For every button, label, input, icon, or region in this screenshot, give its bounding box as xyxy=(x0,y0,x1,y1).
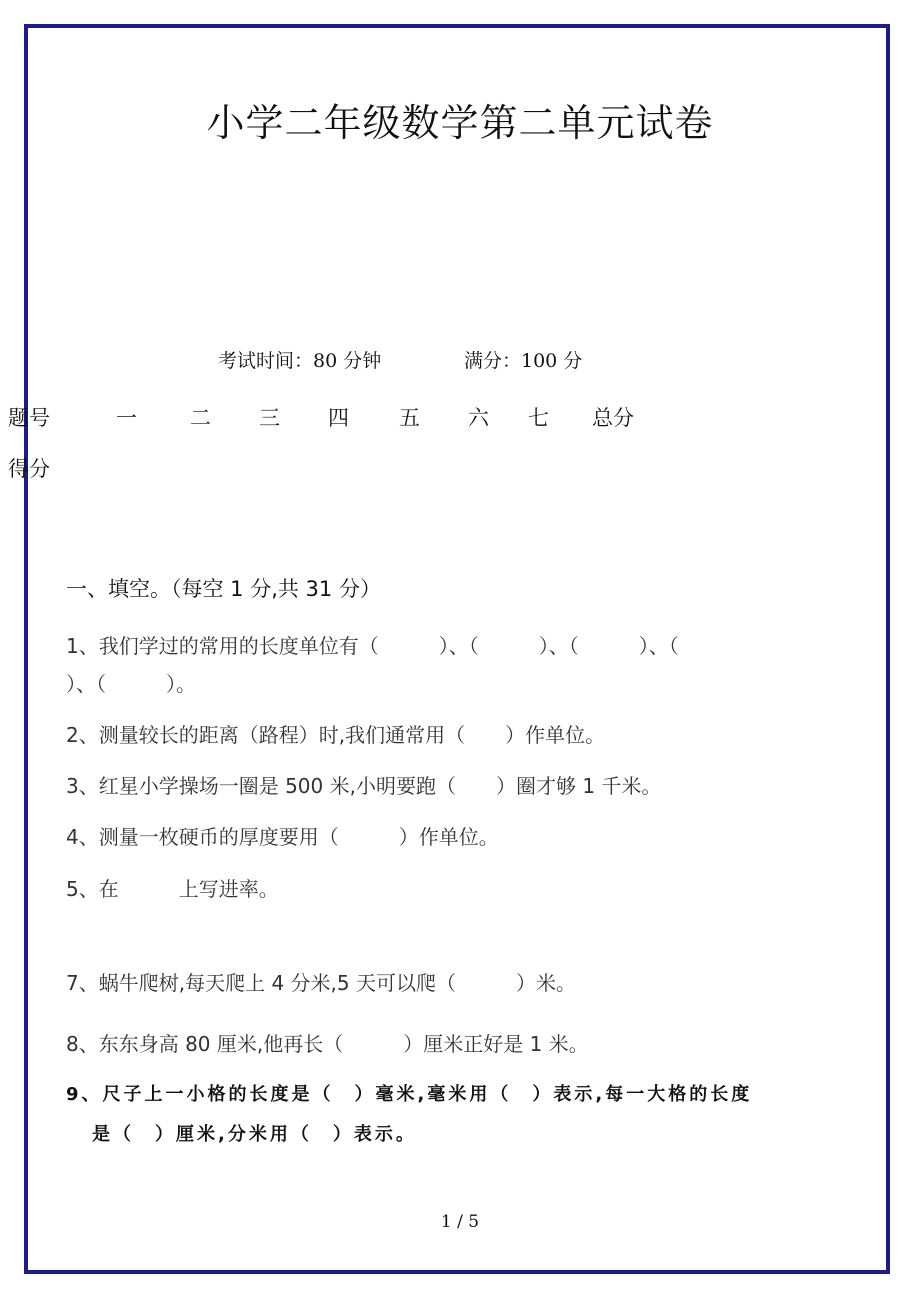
score-col-7: 七 xyxy=(528,406,549,430)
page-title: 小学二年级数学第二单元试卷 xyxy=(206,101,714,145)
question-9-line-1: 9、尺子上一小格的长度是（ ）毫米,毫米用（ ）表示,每一大格的长度 xyxy=(66,1084,753,1105)
question-3: 3、红星小学操场一圈是 500 米,小明要跑（ ）圈才够 1 千米。 xyxy=(66,774,662,798)
score-table-header-label: 题号 xyxy=(8,406,50,430)
question-7: 7、蜗牛爬树,每天爬上 4 分米,5 天可以爬（ ）米。 xyxy=(66,971,576,995)
score-col-6: 六 xyxy=(468,406,489,430)
question-9-line-2: 是（ ）厘米,分米用（ ）表示。 xyxy=(92,1124,417,1145)
score-col-3: 三 xyxy=(259,406,280,430)
score-col-5: 五 xyxy=(399,406,420,430)
score-table-row-label: 得分 xyxy=(8,457,50,481)
section-heading: 一、填空。（每空 1 分,共 31 分） xyxy=(66,577,381,601)
full-score: 满分：100 分 xyxy=(464,350,583,372)
score-col-4: 四 xyxy=(328,406,349,430)
question-8: 8、东东身高 80 厘米,他再长（ ）厘米正好是 1 米。 xyxy=(66,1032,589,1056)
score-col-2: 二 xyxy=(190,406,211,430)
score-col-1: 一 xyxy=(116,406,137,430)
question-2: 2、测量较长的距离（路程）时,我们通常用（ ）作单位。 xyxy=(66,723,606,747)
score-col-total: 总分 xyxy=(592,406,634,430)
question-4: 4、测量一枚硬币的厚度要用（ ）作单位。 xyxy=(66,825,499,849)
question-1-line-1: 1、我们学过的常用的长度单位有（ ）、（ ）、（ ）、（ xyxy=(66,634,679,658)
exam-time: 考试时间：80 分钟 xyxy=(218,350,382,372)
page-number: 1 / 5 xyxy=(440,1212,480,1232)
question-5: 5、在 上写进率。 xyxy=(66,877,279,901)
question-1-line-2: ）、（ ）。 xyxy=(66,672,196,696)
